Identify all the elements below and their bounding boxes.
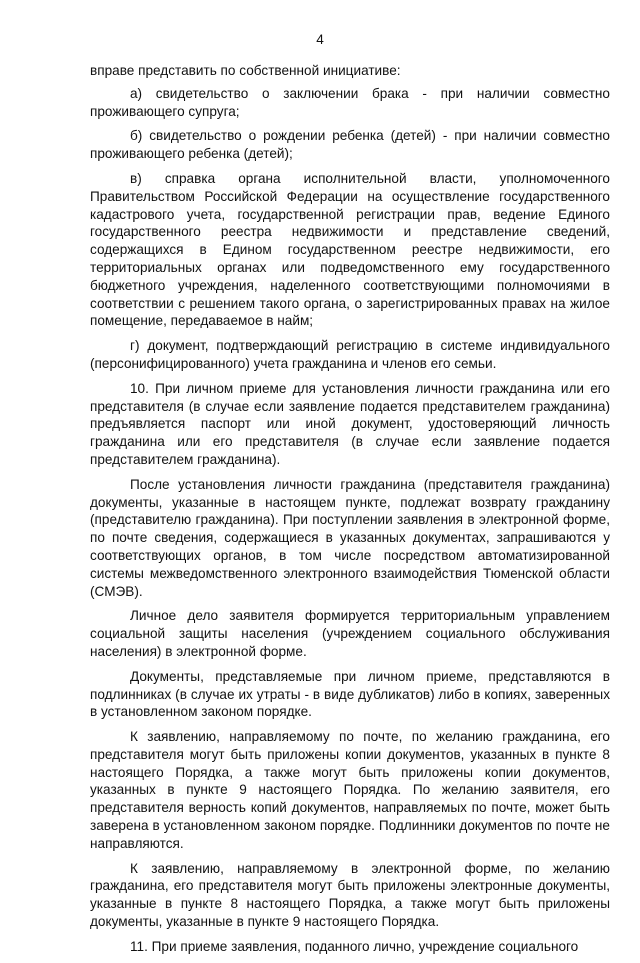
paragraph-postal: К заявлению, направляемому по почте, по желанию гражданина, его представителя могут быть приложены копии документов, указанных в пункте 8 настоящего Порядка, а также могут быть приложены копии документов, указанных в пункте 9 настоящего Порядка. По желанию заявителя, его представителя верность копий документов, направляемых по почте, может быть заверена в установленном законом порядке. Подлинники документов по почте не направляются. xyxy=(90,729,610,851)
paragraph-electronic: К заявлению, направляемому в электронной форме, по желанию гражданина, его представителя могут быть приложены электронные документы, указанные в пункте 8 настоящего Порядка, а также могут быть приложены документы, указанные в пункте 9 настоящего Порядка. xyxy=(90,860,610,930)
paragraph-item-a: а) свидетельство о заключении брака - при наличии совместно проживающего супруга; xyxy=(90,85,610,119)
paragraph-item-g: г) документ, подтверждающий регистрацию в системе индивидуального (персонифицированного) учета гражданина и членов его семьи. xyxy=(90,338,610,371)
paragraph-originals: Документы, представляемые при личном приеме, представляются в подлинниках (в случае их утраты - в виде дубликатов) либо в копиях, заверенных в установленном законом порядке. xyxy=(90,668,610,720)
paragraph-item-v: в) справка органа исполнительной власти, уполномоченного Правительством Российской Федерации на осуществление государственного кадастрового учета, государственной регистрации прав, ведение Единого государственного реестра недвижимости и представление сведений, содержащихся в Едином государственном реестре недвижимости, его территориальных органах или подведомственного ему государственного бюджетного учреждения, наделенного соответствующими полномочиями в соответствии с решением такого органа, о зарегистрированных правах на жилое помещение, передаваемое в найм; xyxy=(90,170,610,329)
paragraph-clause-11: 11. При приеме заявления, поданного лично, учреждение социального xyxy=(130,938,579,954)
paragraph-identity-return: После установления личности гражданина (представителя гражданина) документы, указанные в настоящем пункте, подлежат возврату гражданину (представителю гражданина). При поступлении заявления в электронной форме, по почте сведения, содержащиеся в указанных документах, запрашиваются у соответствующих органов, в том числе посредством автоматизированной системы межведомственного электронного взаимодействия Тюменской области (СМЭВ). xyxy=(90,476,610,599)
document-body xyxy=(90,62,610,963)
page-number: 4 xyxy=(316,32,324,47)
paragraph-intro: вправе представить по собственной инициативе: xyxy=(90,63,401,78)
paragraph-item-b: б) свидетельство о рождении ребенка (детей) - при наличии совместно проживающего ребенка (детей); xyxy=(90,128,610,162)
paragraph-personal-file: Личное дело заявителя формируется территориальным управлением социальной защиты населения (учреждением социального обслуживания населения) в электронной форме. xyxy=(90,608,610,659)
paragraph-clause-10: 10. При личном приеме для установления личности гражданина или его представителя (в случае если заявление подается представителем гражданина) предъявляется паспорт или иной документ, удостоверяющий личность гражданина или его представителя (в случае если заявление подается представителем гражданина). xyxy=(90,380,610,467)
